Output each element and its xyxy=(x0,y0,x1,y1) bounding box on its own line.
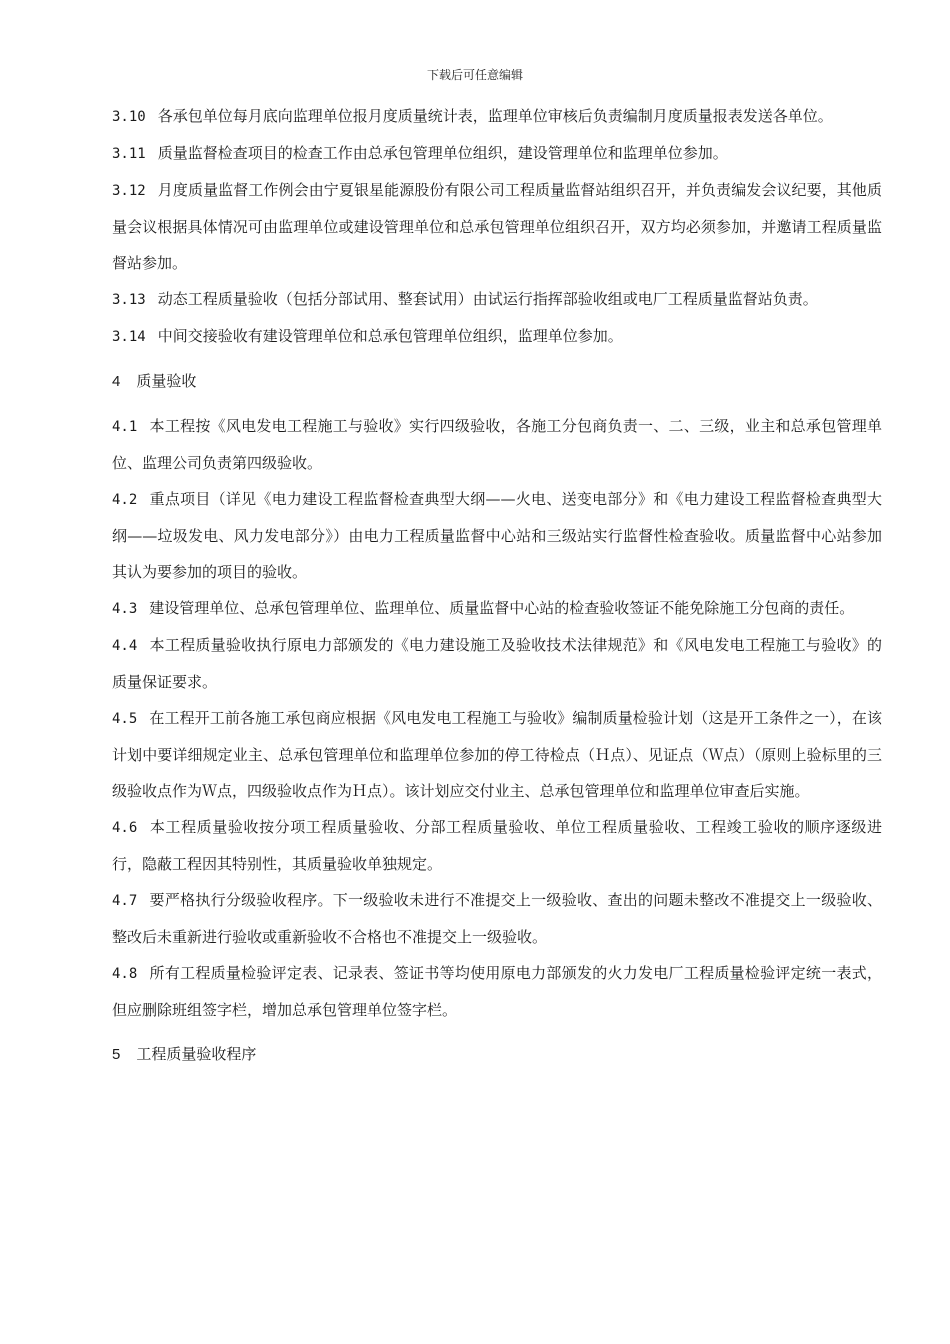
paragraph-4-2 xyxy=(112,481,882,590)
paragraph-4-1 xyxy=(112,408,882,481)
clause-text: 所有工程质量检验评定表、记录表、签证书等均使用原电力部颁发的火力发电厂工程质量检验评定统一表式，但应删除班组签字栏，增加总承包管理单位签字栏。 xyxy=(112,964,882,1019)
paragraph-3-13 xyxy=(112,281,882,318)
section-heading-4 xyxy=(112,363,882,400)
paragraph-4-4 xyxy=(112,627,882,700)
clause-text: 建设管理单位、总承包管理单位、监理单位、质量监督中心站的检查验收签证不能免除施工分包商的责任。 xyxy=(149,599,855,617)
document-body xyxy=(112,98,882,1081)
paragraph-3-12 xyxy=(112,172,882,281)
clause-number: 3.13 xyxy=(112,292,146,308)
clause-number: 3.12 xyxy=(112,183,146,199)
clause-number: 4.4 xyxy=(112,638,138,654)
clause-number: 4.5 xyxy=(112,711,138,727)
clause-text: 本工程按《风电发电工程施工与验收》实行四级验收，各施工分包商负责一、二、三级，业主和总承包管理单位、监理公司负责第四级验收。 xyxy=(112,417,882,472)
clause-number: 4.2 xyxy=(112,492,138,508)
clause-text: 各承包单位每月底向监理单位报月度质量统计表，监理单位审核后负责编制月度质量报表发送各单位。 xyxy=(157,107,833,125)
clause-text: 在工程开工前各施工承包商应根据《风电发电工程施工与验收》编制质量检验计划（这是开工条件之一），在该计划中要详细规定业主、总承包管理单位和监理单位参加的停工待检点（Ｈ点）、见证点（Ｗ点）（原则上验标里的三级验收点作为Ｗ点，四级验收点作为Ｈ点）。该计划应交付业主、总承包管理单位和监理单位审查后实施。 xyxy=(112,709,882,800)
section-title: 工程质量验收程序 xyxy=(136,1045,257,1063)
clause-text: 质量监督检查项目的检查工作由总承包管理单位组织，建设管理单位和监理单位参加。 xyxy=(157,144,728,162)
clause-number: 3.14 xyxy=(112,329,146,345)
clause-number: 4.7 xyxy=(112,893,138,909)
section-number: 5 xyxy=(112,1046,121,1063)
section-heading-5 xyxy=(112,1036,882,1073)
clause-text: 本工程质量验收执行原电力部颁发的《电力建设施工及验收技术法律规范》和《风电发电工程施工与验收》的质量保证要求。 xyxy=(112,636,882,691)
clause-text: 月度质量监督工作例会由宁夏银星能源股份有限公司工程质量监督站组织召开，并负责编发会议纪要，其他质量会议根据具体情况可由监理单位或建设管理单位和总承包管理单位组织召开，双方均必须参加，并邀请工程质量监督站参加。 xyxy=(112,181,882,272)
paragraph-4-5 xyxy=(112,700,882,809)
paragraph-4-8 xyxy=(112,955,882,1028)
paragraph-3-10 xyxy=(112,98,882,135)
header-note: 下载后可任意编辑 xyxy=(426,68,523,82)
paragraph-4-3 xyxy=(112,590,882,627)
paragraph-4-7 xyxy=(112,882,882,955)
clause-number: 3.11 xyxy=(112,146,146,162)
clause-text: 重点项目（详见《电力建设工程监督检查典型大纲——火电、送变电部分》和《电力建设工程监督检查典型大纲——垃圾发电、风力发电部分》）由电力工程质量监督中心站和三级站实行监督性检查验收。质量监督中心站参加其认为要参加的项目的验收。 xyxy=(112,490,882,581)
paragraph-4-6 xyxy=(112,809,882,882)
section-number: 4 xyxy=(112,373,121,390)
clause-number: 4.1 xyxy=(112,419,138,435)
paragraph-3-14 xyxy=(112,318,882,355)
clause-text: 中间交接验收有建设管理单位和总承包管理单位组织，监理单位参加。 xyxy=(157,327,623,345)
clause-text: 要严格执行分级验收程序。下一级验收未进行不准提交上一级验收、查出的问题未整改不准提交上一级验收、整改后未重新进行验收或重新验收不合格也不准提交上一级验收。 xyxy=(112,891,882,946)
section-title: 质量验收 xyxy=(136,372,197,390)
clause-text: 本工程质量验收按分项工程质量验收、分部工程质量验收、单位工程质量验收、工程竣工验收的顺序逐级进行，隐蔽工程因其特别性，其质量验收单独规定。 xyxy=(112,818,882,873)
clause-text: 动态工程质量验收（包括分部试用、整套试用）由试运行指挥部验收组或电厂工程质量监督站负责。 xyxy=(157,290,818,308)
paragraph-3-11 xyxy=(112,135,882,172)
clause-number: 4.8 xyxy=(112,966,138,982)
clause-number: 4.6 xyxy=(112,820,138,836)
clause-number: 3.10 xyxy=(112,109,146,125)
clause-number: 4.3 xyxy=(112,601,138,617)
